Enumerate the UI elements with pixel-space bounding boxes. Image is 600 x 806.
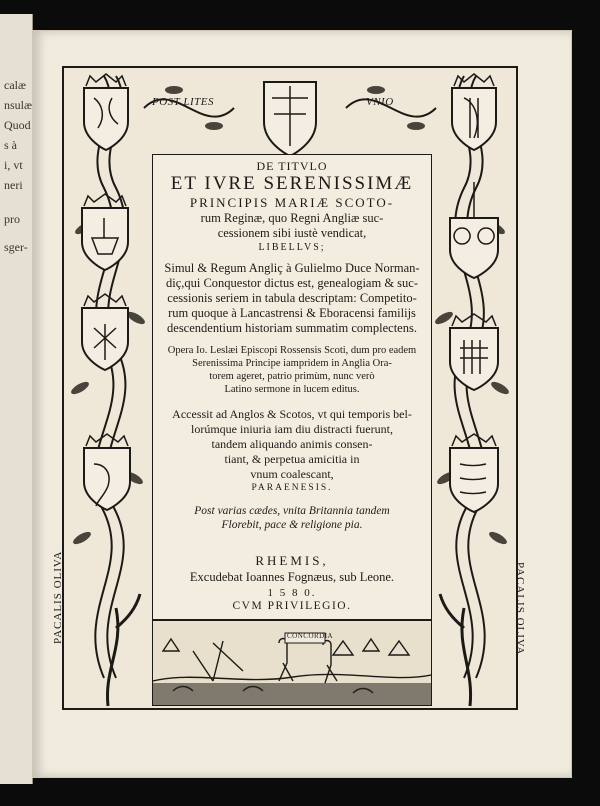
facing-text-fragment: sger- bbox=[4, 240, 28, 254]
facing-text-fragment: s à bbox=[4, 138, 17, 152]
para2-line: torem ageret, patrio primùm, nunc verò bbox=[209, 371, 375, 382]
para2-line: Latino sermone in lucem editus. bbox=[224, 384, 360, 395]
para3-line: tandem aliquando animis consen- bbox=[211, 437, 373, 451]
title-line-principis: PRINCIPIS MARIÆ SCOTO- bbox=[189, 195, 395, 210]
motto-vnio: VNIO bbox=[366, 96, 394, 108]
para1-line: cessionis seriem in tabula descriptam: Competito- bbox=[167, 291, 417, 305]
verse-line: Post varias cædes, vnita Britannia tandem bbox=[194, 505, 390, 517]
motto-post-lites: POST LITES bbox=[152, 96, 214, 108]
para3-line: vnum coalescant, bbox=[250, 467, 334, 481]
facing-text-fragment: nsulæ bbox=[4, 98, 33, 112]
imprint-place: RHEMIS, bbox=[255, 553, 329, 568]
verse-line: Florebit, pace & religione pia. bbox=[221, 519, 363, 531]
imprint-privilege: CVM PRIVILEGIO. bbox=[232, 600, 352, 612]
facing-text-fragment: pro bbox=[4, 212, 20, 226]
para1-line: Simul & Regum Angliç à Gulielmo Duce Norman- bbox=[164, 261, 420, 275]
facing-text-fragment: Quod bbox=[4, 118, 31, 132]
title-text-panel bbox=[152, 154, 432, 620]
para3-line: lorúmque iniuria iam diu distracti fuerunt, bbox=[191, 422, 393, 436]
title-line-main: ET IVRE SERENISSIMÆ bbox=[170, 173, 414, 194]
facing-page-edge bbox=[0, 14, 33, 784]
para2-line: Serenissima Principe iampridem in Anglia Ora- bbox=[192, 358, 392, 369]
para2-line: Opera Io. Leslæi Episcopi Rossensis Scoti, dum pro eadem bbox=[167, 345, 417, 356]
concordia-banner: CONCORDIA bbox=[287, 632, 334, 640]
side-motto-left: PACALIS OLIVA bbox=[52, 550, 64, 644]
facing-text-fragment: neri bbox=[4, 178, 23, 192]
para1-line: rum quoque à Lancastrensi & Eboracensi familijs bbox=[168, 306, 416, 320]
title-line-successionem: cessionem sibi iustè vendicat, bbox=[217, 226, 367, 240]
para1-line: diç,qui Conquestor dictus est, genealogiam & suc- bbox=[165, 276, 419, 290]
title-line-de-titulo: DE TITVLO bbox=[256, 159, 328, 173]
side-motto-right: PACALIS OLIVA bbox=[514, 562, 526, 656]
facing-text-fragment: i, vt bbox=[4, 158, 23, 172]
para3-line: Accessit ad Anglos & Scotos, vt qui temporis bel- bbox=[172, 407, 412, 421]
imprint-printer: Excudebat Ioannes Fognæus, sub Leone. bbox=[189, 570, 395, 584]
paraenesis-label: PARAENESIS. bbox=[251, 483, 333, 493]
facing-text-fragment: calæ bbox=[4, 78, 26, 92]
para3-line: tiant, & perpetua amicitia in bbox=[224, 452, 360, 466]
title-line-libellus: LIBELLVS; bbox=[258, 242, 326, 253]
imprint-year: 1 5 8 0. bbox=[267, 587, 317, 599]
title-line-reginae: rum Reginæ, quo Regni Angliæ suc- bbox=[200, 211, 384, 225]
battle-concordia-woodcut bbox=[152, 620, 432, 706]
para1-line: descendentium historiam summatim complectens. bbox=[167, 321, 417, 335]
